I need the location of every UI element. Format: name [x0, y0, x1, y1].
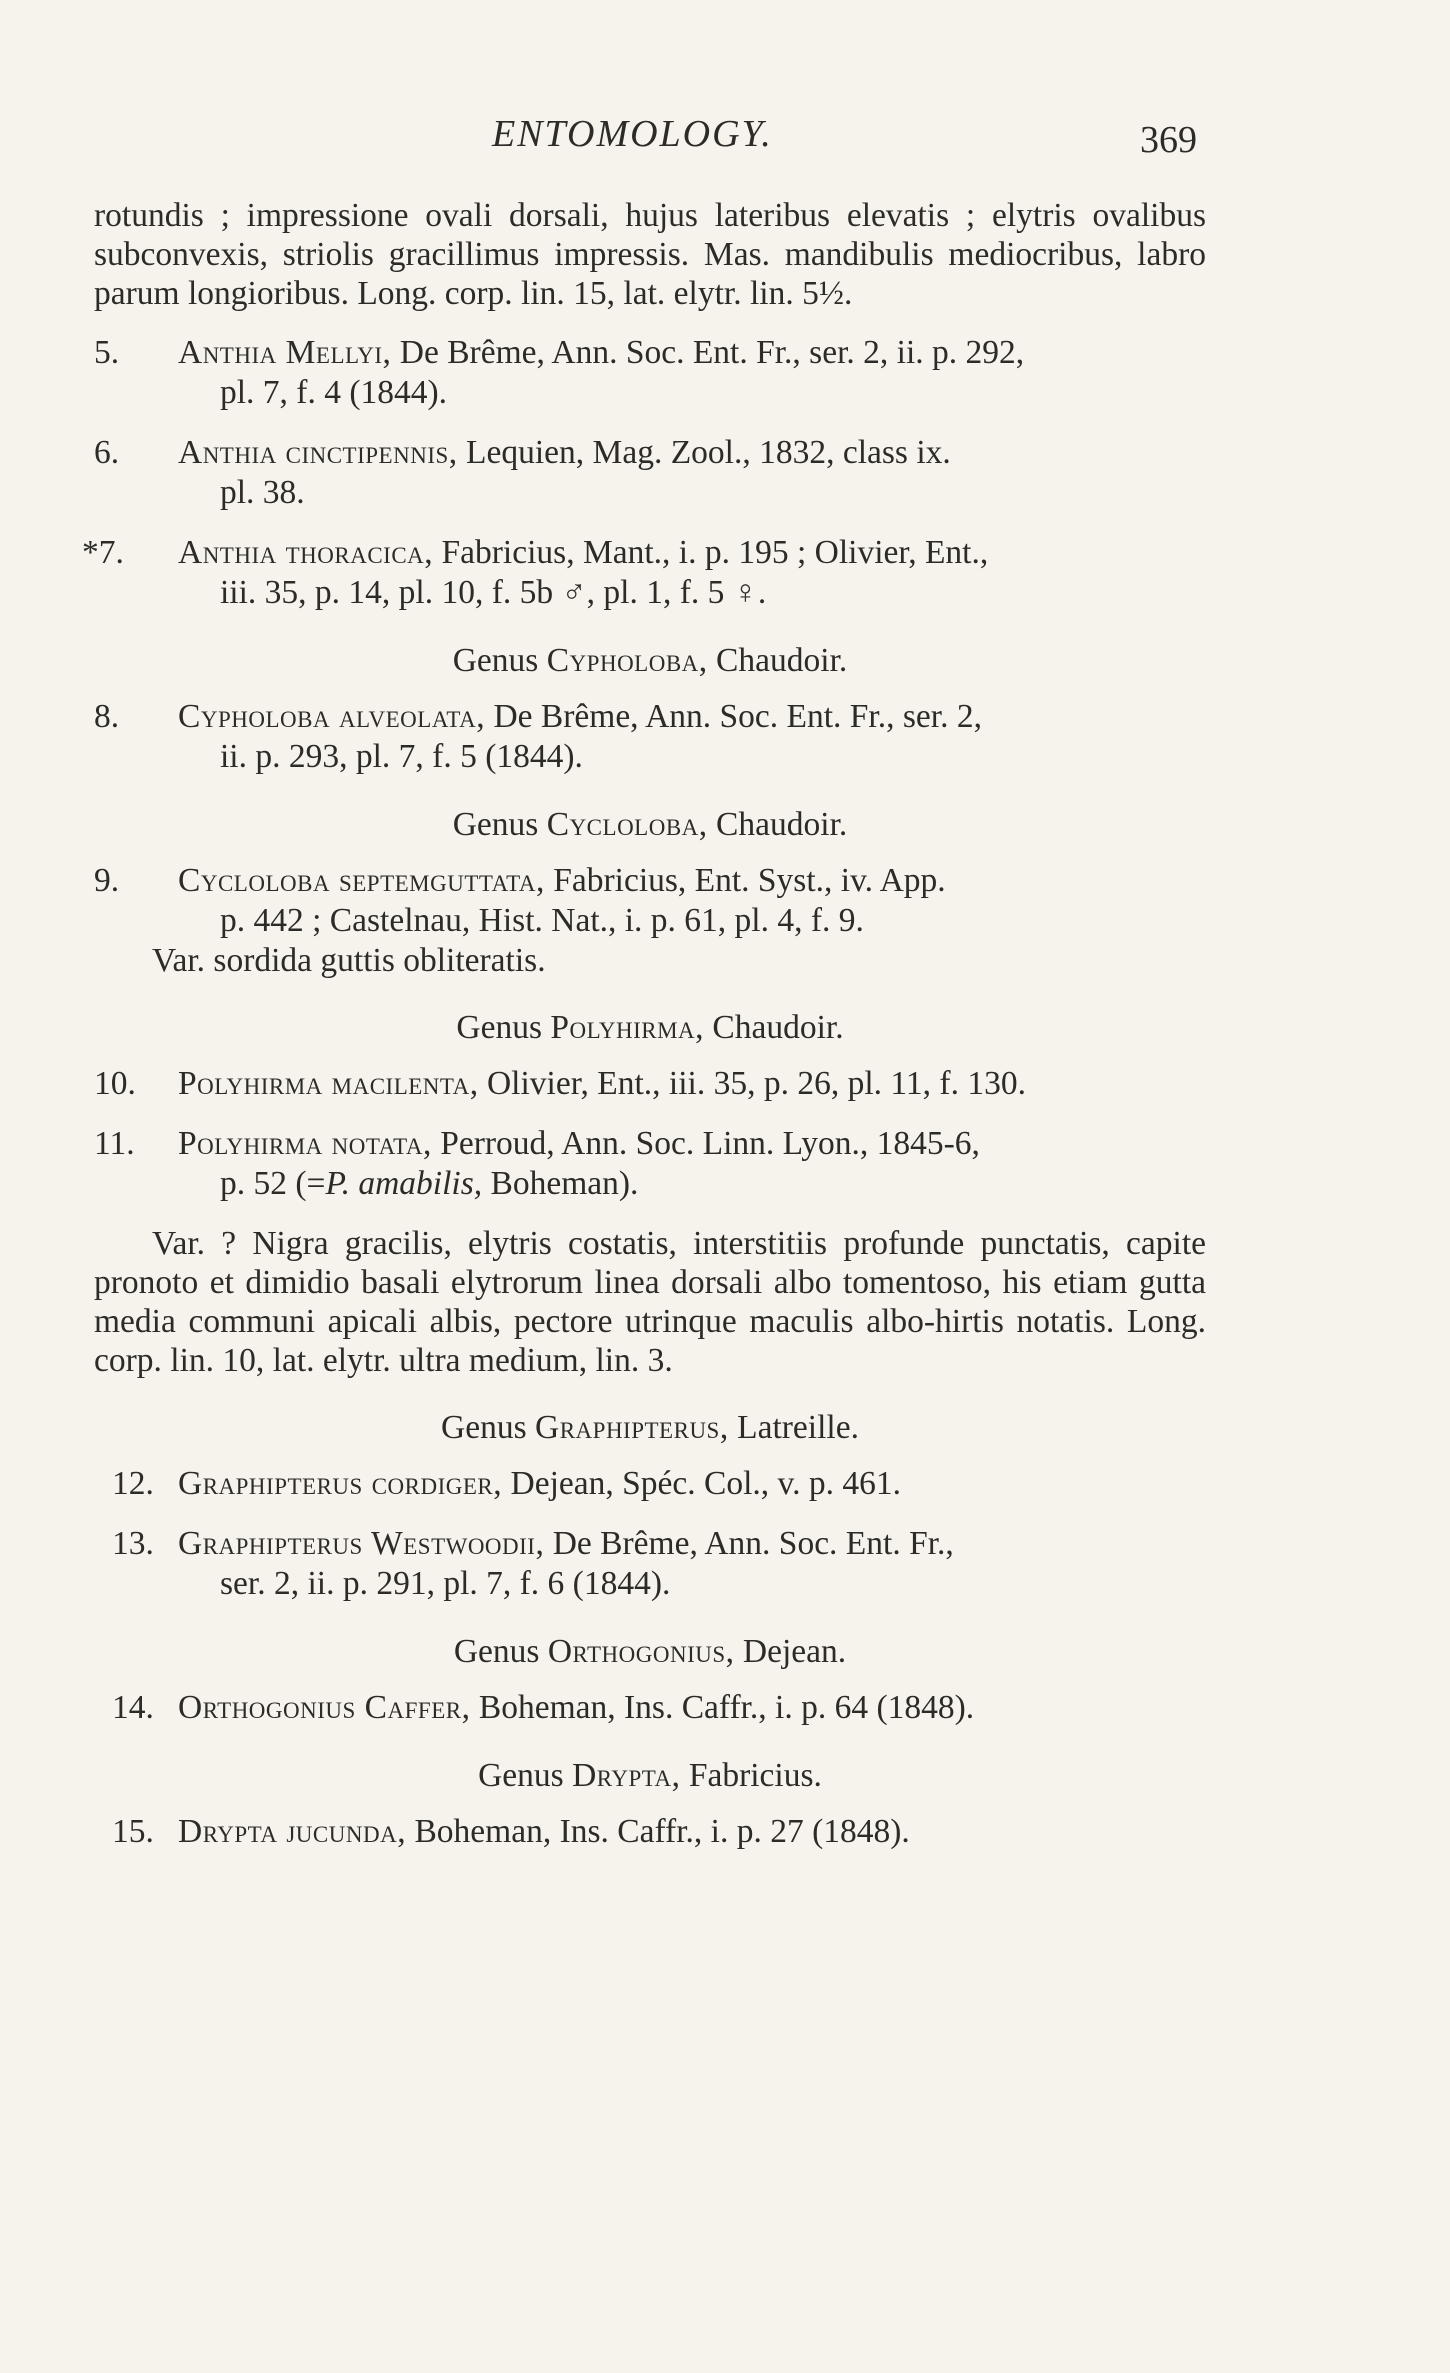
citation-continued: pl. 38.	[220, 474, 305, 511]
entry-number: 6.	[94, 434, 120, 471]
citation-continued: ii. p. 293, pl. 7, f. 5 (1844).	[220, 738, 583, 775]
species-name: Drypta jucunda,	[178, 1813, 407, 1850]
entry-number: 11.	[94, 1125, 135, 1162]
genus-author: Chaudoir.	[707, 642, 848, 679]
citation-continued	[220, 1164, 1206, 1204]
species-name: Graphipterus cordiger,	[178, 1465, 503, 1502]
species-entry-10	[94, 1064, 1206, 1104]
species-name: Polyhirma notata,	[178, 1125, 432, 1162]
citation-continued: iii. 35, p. 14, pl. 10, f. 5b ♂, pl. 1, f. 5 ♀.	[220, 574, 767, 611]
entry-number: 8.	[94, 698, 120, 735]
entry-number: 14.	[112, 1689, 154, 1726]
citation: Fabricius, Mant., i. p. 195 ; Olivier, Ent.,	[433, 534, 989, 571]
running-title: ENTOMOLOGY.	[492, 113, 773, 155]
genus-name: Cycloloba,	[546, 806, 708, 843]
citation: Perroud, Ann. Soc. Linn. Lyon., 1845-6,	[431, 1125, 980, 1162]
genus-author: Latreille.	[728, 1409, 859, 1446]
genus-author: Chaudoir.	[704, 1009, 844, 1046]
species-entry-14	[94, 1688, 1206, 1728]
species-entry-7	[82, 533, 1206, 613]
species-entry-6	[94, 433, 1206, 513]
entry-number: 12.	[112, 1465, 154, 1502]
genus-label: Genus	[453, 1633, 548, 1670]
citation-continued: ser. 2, ii. p. 291, pl. 7, f. 6 (1844).	[220, 1565, 671, 1602]
intro-paragraph: rotundis ; impressione ovali dorsali, hujus lateribus elevatis ; elytris ovalibus subconvexis, striolis gracillimus impressis. Mas. mandibulis mediocribus, labro parum longioribus. Long. corp. lin. 15, lat. elytr. lin. 5½.	[94, 197, 1206, 312]
genus-heading-cycloloba	[94, 805, 1206, 845]
genus-label: Genus	[452, 806, 547, 843]
genus-heading-orthogonius	[94, 1632, 1206, 1672]
genus-name: Drypta,	[572, 1757, 681, 1794]
genus-label: Genus	[452, 642, 547, 679]
species-entry-8	[94, 697, 1206, 777]
genus-name: Orthogonius,	[547, 1633, 735, 1670]
citation-suffix: Boheman).	[482, 1165, 639, 1202]
citation: De Brême, Ann. Soc. Ent. Fr., ser. 2,	[485, 698, 982, 735]
citation-continued: pl. 7, f. 4 (1844).	[220, 374, 448, 411]
genus-name: Polyhirma,	[550, 1009, 705, 1046]
synonym-name: P. amabilis,	[325, 1165, 483, 1202]
genus-name: Cypholoba,	[546, 642, 708, 679]
species-entry-11	[94, 1124, 1206, 1204]
citation: Lequien, Mag. Zool., 1832, class ix.	[457, 434, 951, 471]
citation: Boheman, Ins. Caffr., i. p. 64 (1848).	[470, 1689, 975, 1726]
species-entry-5	[94, 333, 1206, 413]
species-name: Graphipterus Westwoodii,	[178, 1525, 545, 1562]
citation: Olivier, Ent., iii. 35, p. 26, pl. 11, f. 130.	[478, 1065, 1026, 1102]
genus-label: Genus	[456, 1009, 551, 1046]
species-entry-9	[94, 861, 1206, 941]
entry-number: 9.	[94, 862, 120, 899]
genus-label: Genus	[441, 1409, 536, 1446]
genus-name: Graphipterus,	[535, 1409, 729, 1446]
genus-author: Chaudoir.	[707, 806, 848, 843]
entry-number: 15.	[112, 1813, 154, 1850]
citation: Boheman, Ins. Caffr., i. p. 27 (1848).	[406, 1813, 910, 1850]
species-name: Orthogonius Caffer,	[178, 1689, 471, 1726]
citation: Dejean, Spéc. Col., v. p. 461.	[502, 1465, 901, 1502]
entry-number: *7.	[82, 534, 124, 571]
species-name: Polyhirma macilenta,	[178, 1065, 479, 1102]
species-entry-13	[94, 1524, 1206, 1604]
genus-heading-drypta	[94, 1756, 1206, 1796]
citation-prefix: p. 52 (=	[220, 1165, 326, 1202]
genus-heading-polyhirma	[94, 1008, 1206, 1048]
variety-note: Var. sordida guttis obliteratis.	[152, 942, 546, 979]
entry-number: 10.	[94, 1065, 136, 1102]
species-name: Cycloloba septemguttata,	[178, 862, 545, 899]
genus-author: Dejean.	[734, 1633, 847, 1670]
variety-description: Var. ? Nigra gracilis, elytris costatis, interstitiis profunde punctatis, capite pronoto et dimidio basali elytrorum linea dorsali albo tomentoso, his etiam gutta media communi apicali albis, pectore utrinque maculis albo-hirtis notatis. Long. corp. lin. 10, lat. elytr. ultra medium, lin. 3.	[94, 1225, 1206, 1379]
species-name: Anthia cinctipennis,	[178, 434, 458, 471]
citation: Fabricius, Ent. Syst., iv. App.	[544, 862, 946, 899]
citation-continued: p. 442 ; Castelnau, Hist. Nat., i. p. 61, pl. 4, f. 9.	[220, 902, 864, 939]
species-name: Cypholoba alveolata,	[178, 698, 486, 735]
page-header	[0, 112, 1450, 172]
page-body	[82, 196, 1206, 1852]
genus-author: Fabricius.	[680, 1757, 822, 1794]
page-number: 369	[1140, 119, 1197, 161]
citation: De Brême, Ann. Soc. Ent. Fr.,	[544, 1525, 954, 1562]
entry-number: 13.	[112, 1525, 154, 1562]
species-entry-15	[94, 1812, 1206, 1852]
genus-label: Genus	[478, 1757, 573, 1794]
species-name: Anthia thoracica,	[178, 534, 434, 571]
species-name: Anthia Mellyi,	[178, 334, 392, 371]
citation: De Brême, Ann. Soc. Ent. Fr., ser. 2, ii. p. 292,	[391, 334, 1025, 371]
entry-number: 5.	[94, 334, 120, 371]
genus-heading-graphipterus	[94, 1408, 1206, 1448]
species-entry-12	[94, 1464, 1206, 1504]
genus-heading-cypholoba	[94, 641, 1206, 681]
